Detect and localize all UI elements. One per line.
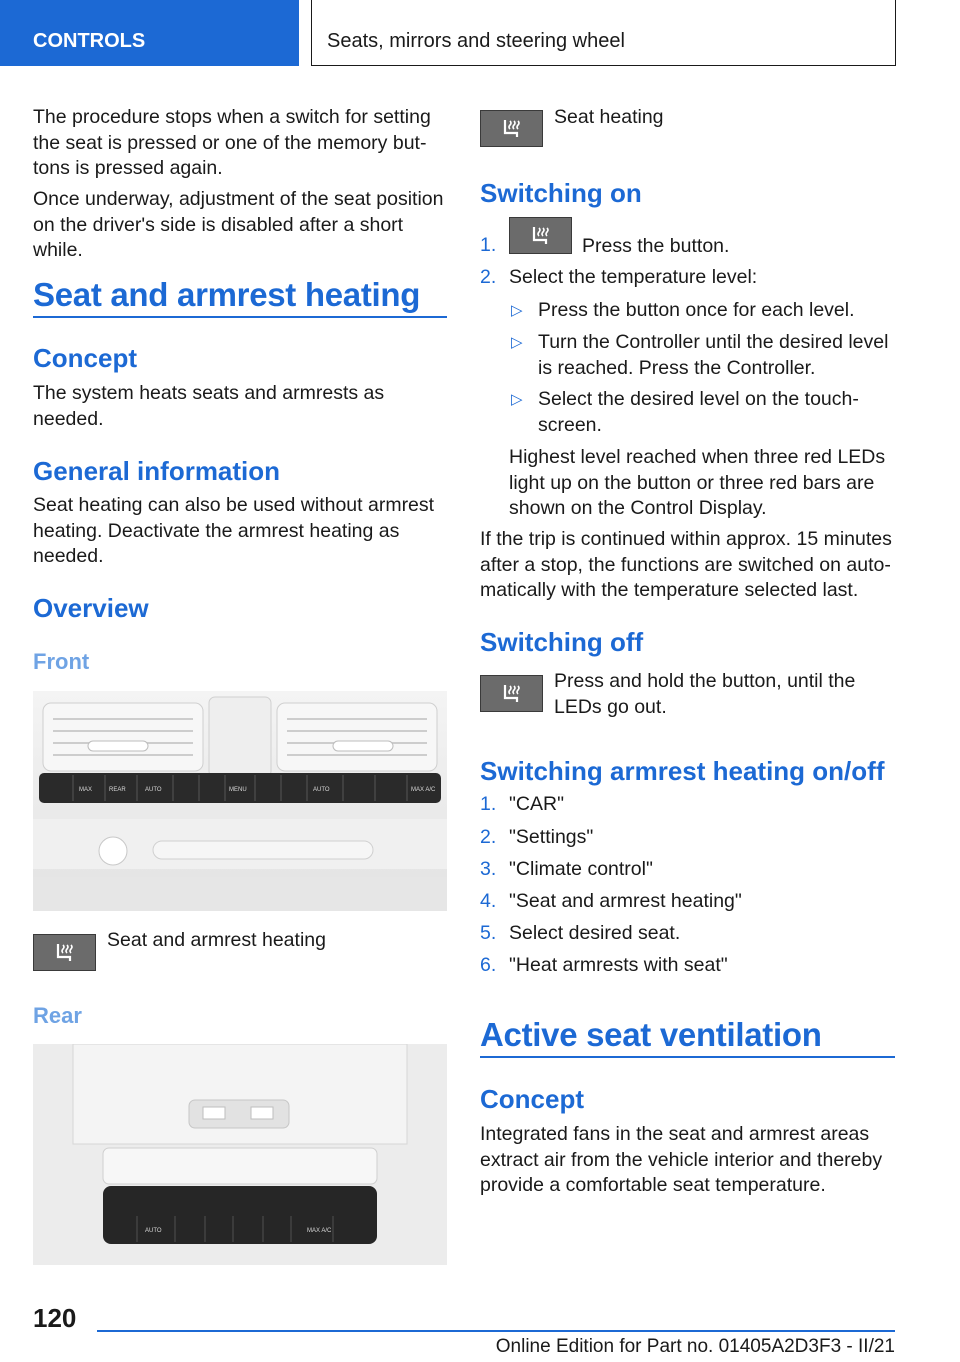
trip-continued-paragraph: If the trip is continued within approx. 15 minutes after a stop, the functions are switched on automatically with the temperature selected last. bbox=[480, 528, 892, 601]
seat-heating-icon bbox=[480, 110, 543, 147]
seat-heating-icon bbox=[509, 217, 572, 254]
step-number: 2. bbox=[480, 826, 497, 848]
adjustment-paragraph: Once underway, adjustment of the seat position on the driver's side is disabled after a short while. bbox=[33, 188, 444, 261]
section-rule bbox=[33, 316, 447, 318]
triangle-bullet: ▷ bbox=[511, 302, 523, 319]
step-number: 6. bbox=[480, 954, 497, 976]
step-text: Press the button. bbox=[582, 235, 730, 257]
footer-edition: Online Edition for Part no. 01405A2D3F3 - II/21 bbox=[495, 1336, 895, 1357]
step-number: 2. bbox=[480, 266, 497, 288]
heading-switching-off: Switching off bbox=[480, 627, 644, 657]
seat-heating-label: Seat heating bbox=[554, 106, 664, 128]
intro-paragraph: The procedure stops when a switch for setting the seat is pressed or one of the memory buttons is pressed again. bbox=[33, 106, 431, 179]
highest-level-note: Highest level reached when three red LEDs light up on the button or three red bars are shown on the Control Display. bbox=[509, 446, 886, 519]
triangle-bullet: ▷ bbox=[511, 391, 523, 408]
seat-heating-glyph bbox=[52, 941, 78, 965]
general-paragraph: Seat heating can also be used without armrest heating. Deactivate the armrest heating as needed. bbox=[33, 494, 435, 567]
step-number: 3. bbox=[480, 858, 497, 880]
heading-rear: Rear bbox=[33, 1003, 82, 1028]
step-number: 1. bbox=[480, 793, 497, 815]
seat-heating-icon bbox=[480, 675, 543, 712]
heading-overview: Overview bbox=[33, 593, 149, 623]
heading-ventilation-concept: Concept bbox=[480, 1084, 584, 1114]
rear-button-label: MAX A/C bbox=[307, 1228, 332, 1234]
header-section-tab: CONTROLS bbox=[0, 0, 299, 66]
section-heading-seat-ventilation: Active seat ventilation bbox=[480, 1016, 822, 1053]
step-number: 5. bbox=[480, 922, 497, 944]
rear-button-label: AUTO bbox=[145, 1228, 162, 1234]
heading-armrest-heating: Switching armrest heating on/off bbox=[480, 756, 885, 786]
menu-step-text: "Seat and armrest heating" bbox=[509, 890, 742, 912]
menu-step-text: "Heat armrests with seat" bbox=[509, 954, 728, 976]
seat-heating-glyph bbox=[528, 224, 554, 248]
front-button-label: MAX bbox=[79, 787, 93, 793]
seat-heating-glyph bbox=[499, 682, 525, 706]
heading-concept: Concept bbox=[33, 343, 137, 373]
menu-step-text: "Settings" bbox=[509, 826, 594, 848]
heading-general-information: General information bbox=[33, 456, 281, 486]
front-console-illustration bbox=[33, 691, 447, 911]
menu-step-text: "CAR" bbox=[509, 793, 565, 815]
menu-step-text: Select desired seat. bbox=[509, 922, 681, 944]
seat-heating-icon bbox=[33, 934, 96, 971]
step-number: 4. bbox=[480, 890, 497, 912]
switching-off-paragraph: Press and hold the button, until the LEDs go out. bbox=[554, 670, 856, 718]
rear-console-photo bbox=[33, 1044, 447, 1265]
header-page-title: Seats, mirrors and steering wheel bbox=[311, 0, 896, 66]
heading-switching-on: Switching on bbox=[480, 178, 642, 208]
front-caption: Seat and armrest heating bbox=[107, 929, 326, 951]
front-button-label: MAX A/C bbox=[411, 787, 436, 793]
triangle-bullet: ▷ bbox=[511, 334, 523, 351]
front-button-label: AUTO bbox=[145, 787, 162, 793]
section-heading-seat-heating: Seat and armrest heating bbox=[33, 276, 421, 313]
rear-console-illustration bbox=[33, 1044, 447, 1265]
front-button-label: REAR bbox=[109, 787, 126, 793]
menu-step-text: "Climate control" bbox=[509, 858, 653, 880]
seat-heating-glyph bbox=[499, 117, 525, 141]
front-button-label: AUTO bbox=[313, 787, 330, 793]
front-button-label: MENU bbox=[229, 787, 247, 793]
ventilation-concept-paragraph: Integrated fans in the seat and armrest areas extract air from the vehicle interior and thereby provide a comfortable seat temperature. bbox=[480, 1123, 883, 1196]
step-text: Select the temperature level: bbox=[509, 266, 758, 288]
page-number: 120 bbox=[33, 1303, 77, 1333]
footer-rule bbox=[97, 1330, 895, 1332]
step-number: 1. bbox=[480, 234, 497, 256]
bullet-text: Press the button once for each level. bbox=[538, 299, 855, 321]
bullet-text: Turn the Controller until the desired level is reached. Press the Controller. bbox=[538, 331, 889, 379]
heading-front: Front bbox=[33, 649, 90, 674]
concept-paragraph: The system heats seats and armrests as needed. bbox=[33, 382, 385, 430]
front-console-photo bbox=[33, 691, 447, 911]
section-rule bbox=[480, 1056, 895, 1058]
bullet-text: Select the desired level on the touchscreen. bbox=[538, 388, 859, 436]
